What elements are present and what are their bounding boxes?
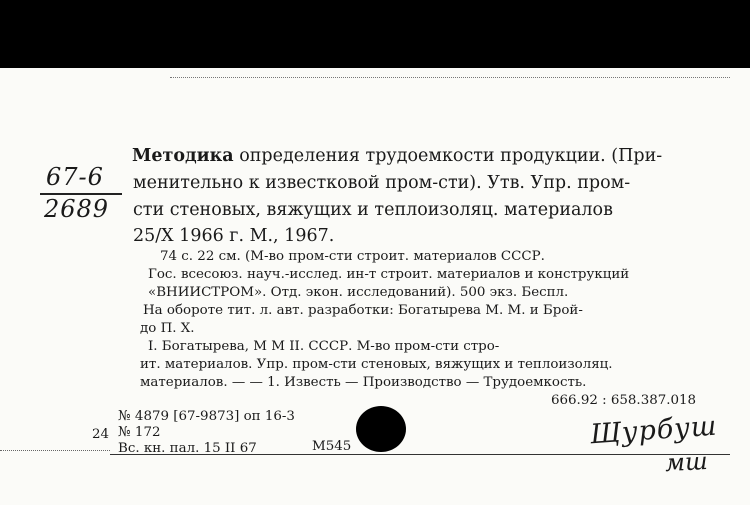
udc-classification: 666.92 : 658.387.018 <box>551 393 697 408</box>
entry-line-9: до П. Х. <box>140 321 195 336</box>
entry-line-5: 74 с. 22 см. (М-во пром-сти строит. материалов СССР. <box>160 249 545 264</box>
registry-line-3: Вс. кн. пал. 15 II 67 <box>118 441 257 456</box>
entry-title-bold: Методика <box>132 146 234 166</box>
scan-top-border <box>0 0 750 68</box>
entry-line-11: ит. материалов. Упр. пром-сти стеновых, вяжущих и теплоизоляц. <box>140 357 613 372</box>
entry-line-12: материалов. — — 1. Известь — Производство — Трудоемкость. <box>140 375 587 390</box>
signature-primary: Щурбуш <box>589 410 719 451</box>
registry-code: М545 <box>312 439 352 454</box>
entry-line-6: Гос. всесоюз. науч.-исслед. ин-т строит. материалов и конструкций <box>148 267 630 282</box>
bottom-rule <box>110 454 730 455</box>
registry-line-2: № 172 <box>118 425 161 440</box>
handwritten-number-top: 67-6 <box>46 163 104 191</box>
entry-line-1 <box>132 148 662 166</box>
ink-blot <box>356 406 406 452</box>
entry-line-4: 25/X 1966 г. М., 1967. <box>133 226 335 246</box>
left-edge-dotted-line <box>0 450 110 451</box>
signature-secondary: мш <box>664 446 709 478</box>
registry-line-1: № 4879 [67-9873] оп 16-3 <box>118 409 295 424</box>
entry-line-2: менительно к известковой пром-сти). Утв. Упр. пром- <box>133 173 631 193</box>
entry-line-10: I. Богатырева, М М II. СССР. М-во пром-сти стро- <box>148 339 500 354</box>
registry-line-2-prefix: 24 <box>92 427 110 442</box>
entry-line-8: На обороте тит. л. авт. разработки: Богатырева М. М. и Брой- <box>143 303 583 318</box>
entry-line-3: сти стеновых, вяжущих и теплоизоляц. материалов <box>133 200 613 220</box>
entry-line-7: «ВНИИСТРОМ». Отд. экон. исследований). 500 экз. Беспл. <box>148 285 569 300</box>
entry-title-rest: определения трудоемкости продукции. (При- <box>233 146 663 166</box>
handwritten-number-bottom: 2689 <box>44 195 110 223</box>
card-top-dotted-line <box>170 77 730 78</box>
